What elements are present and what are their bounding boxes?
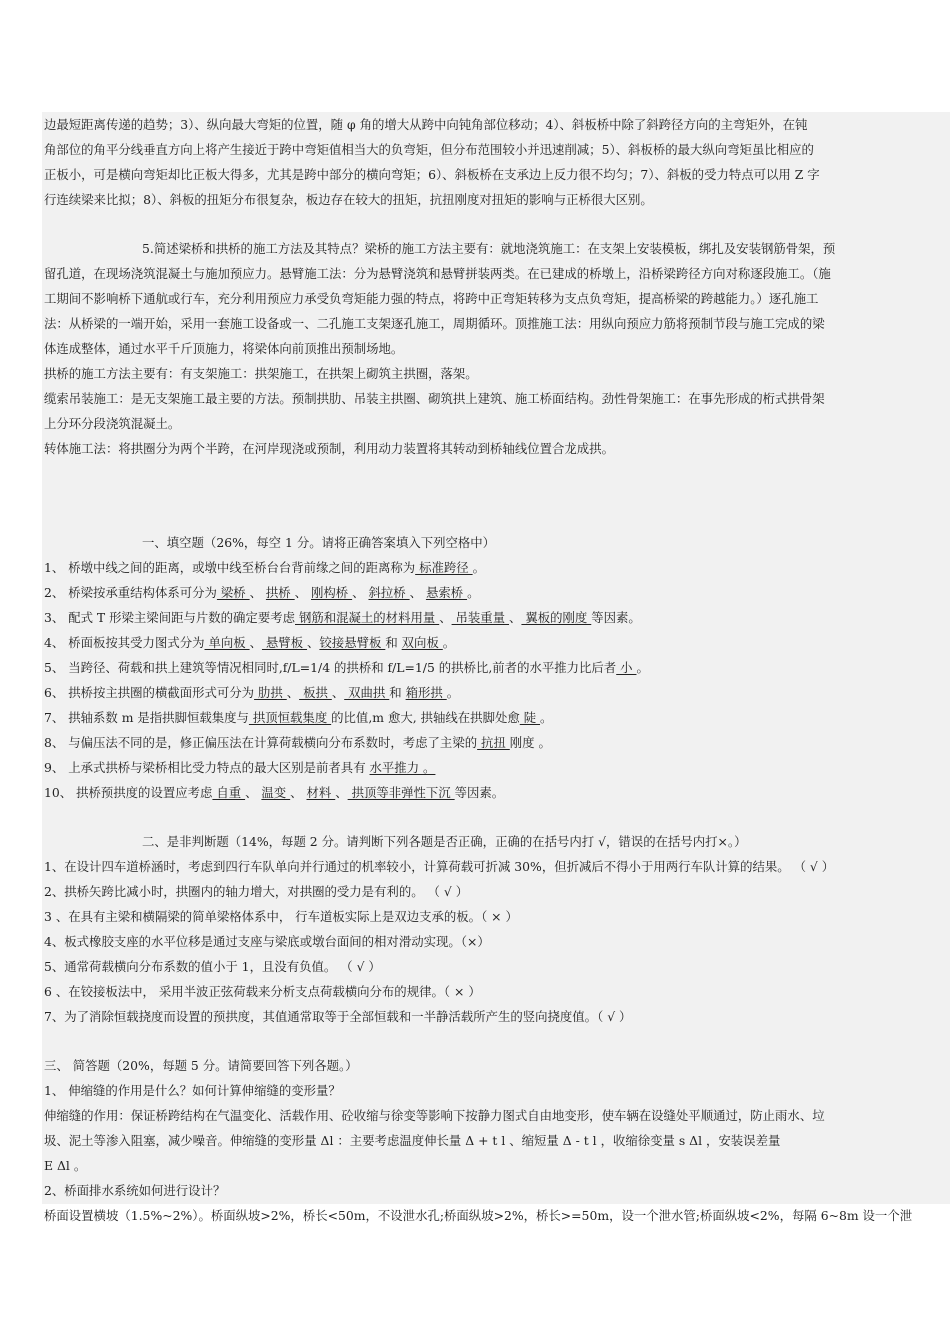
answer-blank: 抗扭 bbox=[477, 735, 510, 750]
question-2: 2、 桥梁按承重结构体系可分为 梁桥 、 拱桥 、 刚构桥 、 斜拉桥 、 悬索桥 。 bbox=[44, 585, 480, 600]
judge-item: 2、拱桥矢跨比减小时，拱圈内的轴力增大，对拱圈的受力是有利的。 （ √ ） bbox=[44, 884, 469, 899]
question-7: 7、 拱轴系数 m 是指拱脚恒载集度与 拱顶恒载集度 的比值,m 愈大, 拱轴线在拱脚处愈 陡 。 bbox=[44, 710, 553, 725]
section-title: 一、填空题（26%，每空 1 分。请将正确答案填入下列空格中） bbox=[142, 535, 496, 550]
answer-blank: 材料 bbox=[306, 785, 336, 800]
answer-blank: 拱顶等非弹性下沉 bbox=[347, 785, 455, 800]
section-title: 三、 简答题（20%，每题 5 分。请简要回答下列各题。） bbox=[44, 1058, 358, 1073]
text-line: 上分环分段浇筑混凝土。 bbox=[44, 416, 181, 431]
text-line: 伸缩缝的作用：保证桥跨结构在气温变化、活载作用、砼收缩与徐变等影响下按静力图式自由地变形，使车辆在设缝处平顺通过，防止雨水、垃 bbox=[44, 1108, 825, 1123]
question-5: 5、 当跨径、荷载和拱上建筑等情况相同时,f/L=1/4 的拱桥和 f/L=1/5 的拱桥比,前者的水平推力比后者 小 。 bbox=[44, 660, 649, 675]
answer-blank: 温变 bbox=[261, 785, 291, 800]
question-6: 6、 拱桥按主拱圈的横截面形式可分为 肋拱 、 板拱 、 双曲拱 和 箱形拱 。 bbox=[44, 685, 460, 700]
judge-item: 5、通常荷载横向分布系数的值小于 1，且没有负值。 （ √ ） bbox=[44, 959, 381, 974]
section-short-answer bbox=[42, 1053, 950, 1228]
answer-blank: 陡 bbox=[519, 710, 541, 725]
paragraph-construction-methods bbox=[42, 236, 950, 461]
answer-blank: 翼板的刚度 bbox=[521, 610, 592, 625]
document-body bbox=[42, 112, 950, 1223]
text-line: 圾、泥土等渗入阻塞，减少噪音。伸缩缝的变形量 Δl ：主要考虑温度伸长量 Δ + t l 、缩短量 Δ - t l ，收缩徐变量 s Δl ，安装误差量 bbox=[44, 1133, 781, 1148]
text-line: E Δl 。 bbox=[44, 1158, 87, 1173]
text-line: 缆索吊装施工：是无支架施工最主要的方法。预制拱肋、吊装主拱圈、砌筑拱上建筑、施工桥面结构。劲性骨架施工：在事先形成的桁式拱骨架 bbox=[44, 391, 825, 406]
answer-blank: 拱顶恒载集度 bbox=[248, 710, 332, 725]
text-line: 工期间不影响桥下通航或行车，充分利用预应力承受负弯矩能力强的特点，将跨中正弯矩转移为支点负弯矩，提高桥梁的跨越能力。）逐孔施工 bbox=[44, 291, 819, 306]
answer-blank: 单向板 bbox=[204, 635, 250, 650]
question-8: 8、 与偏压法不同的是，修正偏压法在计算荷载横向分布系数时，考虑了主梁的 抗扭 刚度 。 bbox=[44, 735, 551, 750]
judge-item: 4、板式橡胶支座的水平位移是通过支座与梁底或墩台面间的相对滑动实现。（×） bbox=[44, 934, 490, 949]
text-line: 行连续梁来比拟；8）、斜板的扭矩分布很复杂，板边存在较大的扭矩，抗扭刚度对扭矩的影响与正桥很大区别。 bbox=[44, 192, 653, 207]
text-line: 5.简述梁桥和拱桥的施工方法及其特点？梁桥的施工方法主要有：就地浇筑施工：在支架上安装模板，绑扎及安装钢筋骨架，预 bbox=[142, 241, 836, 256]
text-line: 留孔道，在现场浇筑混凝土与施加预应力。悬臂施工法：分为悬臂浇筑和悬臂拼装两类。在已建成的桥墩上，沿桥梁跨径方向对称逐段施工。（施 bbox=[44, 266, 831, 281]
question-4: 4、 桥面板按其受力图式分为 单向板 、 悬臂板 、铰接悬臂板 和 双向板 。 bbox=[44, 635, 456, 650]
answer-blank: 水平推力 。 bbox=[369, 760, 436, 775]
answer-blank: 标准跨径 bbox=[415, 560, 473, 575]
answer-blank: 小 bbox=[616, 660, 637, 675]
section-true-false bbox=[42, 829, 950, 1029]
text-line: 转体施工法：将拱圈分为两个半跨，在河岸现浇或预制，利用动力装置将其转动到桥轴线位置合龙成拱。 bbox=[44, 441, 614, 456]
answer-blank: 箱形拱 bbox=[405, 685, 447, 700]
section-fill-in bbox=[42, 530, 950, 805]
answer-blank: 板拱 bbox=[299, 685, 332, 700]
judge-item: 7、为了消除恒载挠度而设置的预拱度，其值通常取等于全部恒载和一半静活载所产生的竖向挠度值。（ √ ） bbox=[44, 1009, 632, 1024]
text-line: 边最短距离传递的趋势；3）、纵向最大弯矩的位置，随 φ 角的增大从跨中向钝角部位移动；4）、斜板桥中除了斜跨径方向的主弯矩外，在钝 bbox=[44, 117, 808, 132]
answer-blank: 铰接悬臂板 bbox=[319, 635, 386, 650]
answer-blank: 肋拱 bbox=[254, 685, 287, 700]
judge-item: 1、在设计四车道桥涵时，考虑到四行车队单向并行通过的机率较小，计算荷载可折减 30%，但折减后不得小于用两行车队计算的结果。 （ √ ） bbox=[44, 859, 835, 874]
answer-blank: 刚构桥 bbox=[311, 585, 353, 600]
text-line: 桥面设置横坡（1.5%~2%）。桥面纵坡>2%，桥长<50m，不设泄水孔;桥面纵坡>2%，桥长>=50m，设一个泄水管;桥面纵坡<2%，每隔 6~8m 设一个泄 bbox=[44, 1208, 913, 1223]
answer-blank: 吊装重量 bbox=[451, 610, 510, 625]
answer-blank: 钢筋和混凝土的材料用量 bbox=[295, 610, 440, 625]
text-line: 体连成整体，通过水平千斤顶施力，将梁体向前顶推出预制场地。 bbox=[44, 341, 404, 356]
question-3: 3、 配式 T 形梁主梁间距与片数的确定要考虑 钢筋和混凝土的材料用量 、 吊装重量 、 翼板的刚度 等因素。 bbox=[44, 610, 641, 625]
judge-item: 3 、在具有主梁和横隔梁的简单梁格体系中， 行车道板实际上是双边支承的板。（ × ） bbox=[44, 909, 518, 924]
question-9: 9、 上承式拱桥与梁桥相比受力特点的最大区别是前者具有 水平推力 。 bbox=[44, 760, 436, 775]
judge-item: 6 、在铰接板法中， 采用半波正弦荷载来分析支点荷载横向分布的规律。（ × ） bbox=[44, 984, 481, 999]
answer-blank: 双向板 bbox=[401, 635, 443, 650]
text-line: 2、桥面排水系统如何进行设计？ bbox=[44, 1183, 226, 1198]
question-10: 10、 拱桥预拱度的设置应考虑 自重 、 温变 、 材料 、 拱顶等非弹性下沉 等因素。 bbox=[44, 785, 505, 800]
answer-blank: 悬索桥 bbox=[425, 585, 468, 600]
paragraph-skew-slab bbox=[42, 112, 950, 212]
answer-blank: 梁桥 bbox=[216, 585, 250, 600]
text-line: 正板小，可是横向弯矩却比正板大得多，尤其是跨中部分的横向弯矩；6）、斜板桥在支承边上反力很不均匀；7）、斜板的受力特点可以用 Z 字 bbox=[44, 167, 820, 182]
text-line: 法：从桥梁的一端开始，采用一套施工设备或一、二孔施工支架逐孔施工，周期循环。顶推施工法：用纵向预应力筋将预制节段与施工完成的梁 bbox=[44, 316, 825, 331]
text-line: 拱桥的施工方法主要有：有支架施工：拱架施工，在拱架上砌筑主拱圈，落架。 bbox=[44, 366, 478, 381]
answer-blank: 自重 bbox=[212, 785, 246, 800]
text-line: 角部位的角平分线垂直方向上将产生接近于跨中弯矩值相当大的负弯矩，但分布范围较小并迅速削减；5）、斜板桥的最大纵向弯矩虽比相应的 bbox=[44, 142, 814, 157]
question-1: 1、 桥墩中线之间的距离，或墩中线至桥台台背前缘之间的距离称为 标准跨径 。 bbox=[44, 560, 485, 575]
answer-blank: 斜拉桥 bbox=[368, 585, 410, 600]
text-line: 1、 伸缩缝的作用是什么？如何计算伸缩缝的变形量？ bbox=[44, 1083, 341, 1098]
answer-blank: 双曲拱 bbox=[344, 685, 390, 700]
answer-blank: 拱桥 bbox=[265, 585, 295, 600]
answer-blank: 悬臂板 bbox=[261, 635, 308, 650]
section-title: 二、是非判断题（14%，每题 2 分。请判断下列各题是否正确，正确的在括号内打 √，错误的在括号内打×。） bbox=[142, 834, 747, 849]
